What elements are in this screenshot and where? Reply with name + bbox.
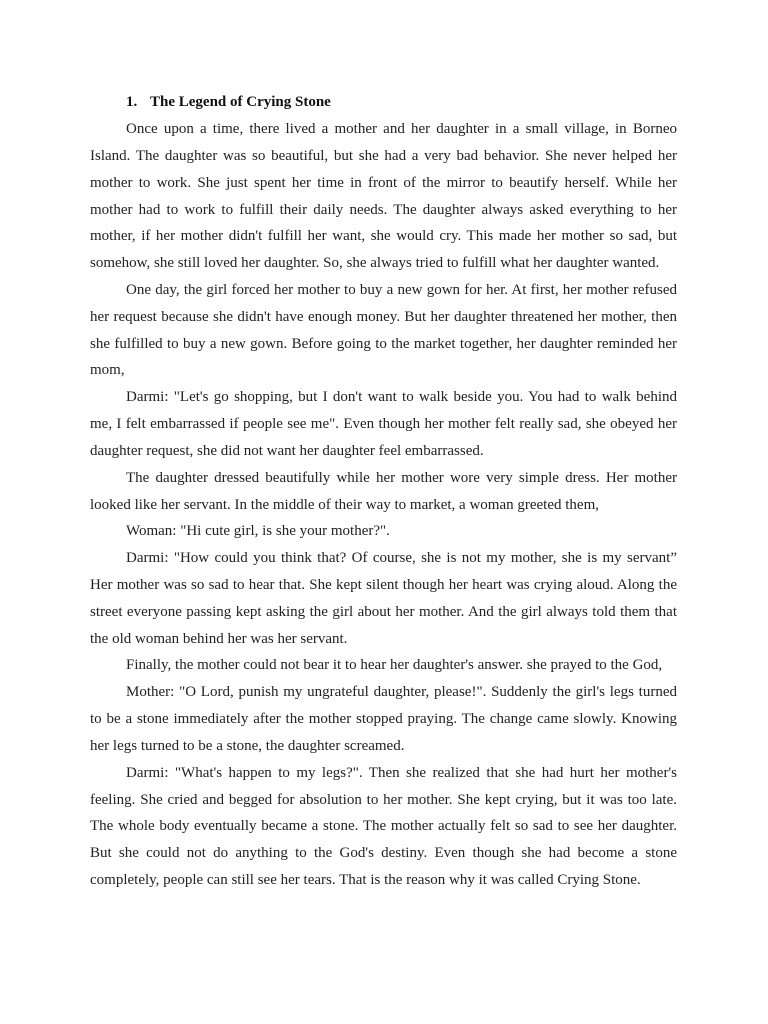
text-line: the old woman behind her was her servant. xyxy=(90,630,348,647)
section-heading xyxy=(126,89,331,116)
text-line: feeling. She cried and begged for absolution to her mother. She kept crying, but it was too late. xyxy=(90,791,677,808)
text-line: somehow, she still loved her daughter. So, she always tried to fulfill what her daughter wanted. xyxy=(90,255,660,272)
text-line: daughter request, she did not want her daughter feel embarrassed. xyxy=(90,442,484,459)
text-line: The daughter dressed beautifully while her mother wore very simple dress. Her mother xyxy=(126,469,677,486)
text-line: her request because she didn't have enough money. But her daughter threatened her mother, then xyxy=(90,308,677,325)
text-line: street everyone passing kept asking the girl about her mother. And the girl always told them that xyxy=(90,603,677,620)
heading-number: 1. xyxy=(126,94,138,110)
text-line: her legs turned to be a stone, the daughter screamed. xyxy=(90,737,405,754)
heading-text: The Legend of Crying Stone xyxy=(150,94,331,110)
text-line: mother to work. She just spent her time in front of the mirror to beautify herself. While her xyxy=(90,174,677,191)
text-line: she fulfilled to buy a new gown. Before going to the market together, her daughter reminded her xyxy=(90,335,677,352)
text-line: Darmi: "What's happen to my legs?". Then she realized that she had hurt her mother's xyxy=(126,764,677,781)
text-line: Once upon a time, there lived a mother and her daughter in a small village, in Borneo xyxy=(126,121,677,137)
text-line: Darmi: "How could you think that? Of course, she is not my mother, she is my servant” xyxy=(126,550,677,567)
text-line: to be a stone immediately after the mother stopped praying. The change came slowly. Knowing xyxy=(90,711,677,727)
text-line: Mother: "O Lord, punish my ungrateful daughter, please!". Suddenly the girl's legs turned xyxy=(126,684,677,701)
text-line: Darmi: "Let's go shopping, but I don't want to walk beside you. You had to walk behind xyxy=(126,389,677,406)
text-line: The whole body eventually became a stone. The mother actually felt so sad to see her daughter. xyxy=(90,818,677,835)
text-line: mom, xyxy=(90,362,125,379)
text-line: Island. The daughter was so beautiful, but she had a very bad behavior. She never helped her xyxy=(90,147,677,164)
text-line: Finally, the mother could not bear it to hear her daughter's answer. she prayed to the God, xyxy=(126,657,663,674)
text-line: Her mother was so sad to hear that. She kept silent though her heart was crying aloud. Along the xyxy=(90,576,677,593)
text-line: mother, if her mother didn't fulfill her want, she would cry. This made her mother so sad, but xyxy=(90,228,677,245)
text-line: me, I felt embarrassed if people see me". Even though her mother felt really sad, she obeyed her xyxy=(90,416,677,432)
text-line: completely, people can still see her tears. That is the reason why it was called Crying Stone. xyxy=(90,872,641,888)
text-line: One day, the girl forced her mother to buy a new gown for her. At first, her mother refused xyxy=(126,281,677,298)
text-line: But she could not do anything to the God's destiny. Even though she had become a stone xyxy=(90,845,677,862)
text-line: Woman: "Hi cute girl, is she your mother?". xyxy=(126,523,390,540)
text-line: mother had to work to fulfill their daily needs. The daughter always asked everything to her xyxy=(90,201,677,218)
text-line: looked like her servant. In the middle of their way to market, a woman greeted them, xyxy=(90,496,599,513)
